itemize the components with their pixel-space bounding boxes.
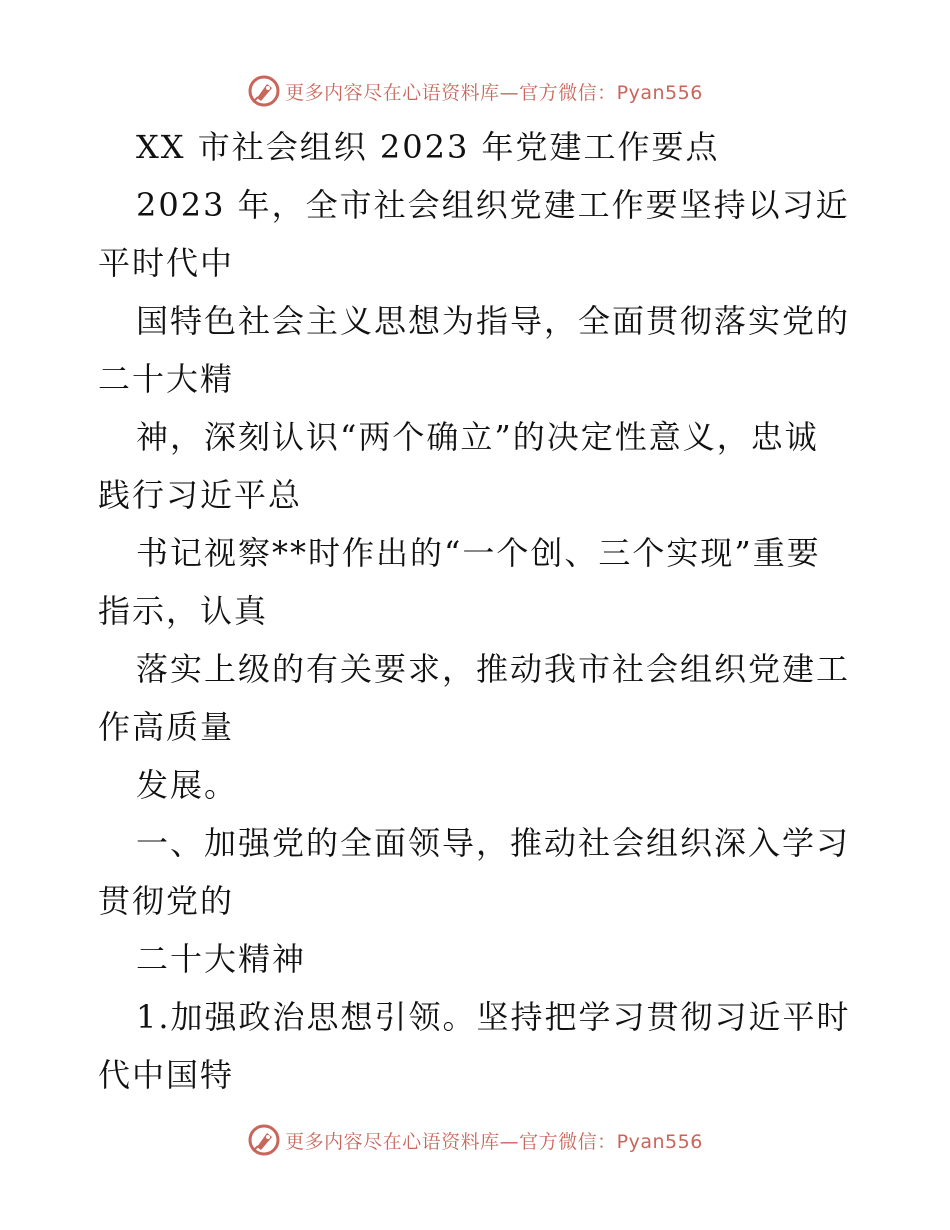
watermark-text: 更多内容尽在心语资料库—官方微信：Pyan556 — [285, 1130, 703, 1153]
paragraph-line: 2023 年，全市社会组织党建工作要坚持以习近 — [136, 186, 850, 224]
paragraph-line: 代中国特 — [98, 1056, 235, 1094]
paragraph-line: 书记视察**时作出的“一个创、三个实现”重要 — [136, 534, 821, 572]
paragraph-line: 国特色社会主义思想为指导，全面贯彻落实党的 — [136, 302, 851, 340]
section-heading-continued: 二十大精神 — [136, 940, 307, 978]
section-heading-continued: 贯彻党的 — [98, 882, 235, 920]
pen-nib-logo-icon — [247, 74, 281, 108]
paragraph-line: 践行习近平总 — [98, 476, 303, 514]
paragraph-line: 二十大精 — [98, 360, 235, 398]
header-watermark — [0, 71, 950, 111]
paragraph-line: 指示，认真 — [98, 592, 269, 630]
subsection-line: 1.加强政治思想引领。坚持把学习贯彻习近平时 — [136, 998, 851, 1036]
watermark-text: 更多内容尽在心语资料库—官方微信：Pyan556 — [285, 81, 703, 104]
footer-watermark — [0, 1120, 950, 1160]
section-heading: 一、加强党的全面领导，推动社会组织深入学习 — [136, 824, 851, 862]
paragraph-line: 作高质量 — [98, 708, 235, 746]
pen-nib-logo-icon — [247, 1123, 281, 1157]
paragraph-line: 神，深刻认识“两个确立”的决定性意义，忠诚 — [136, 418, 819, 456]
paragraph-line: 落实上级的有关要求，推动我市社会组织党建工 — [136, 650, 851, 688]
paragraph-line: 发展。 — [136, 766, 239, 804]
document-title: XX 市社会组织 2023 年党建工作要点 — [136, 128, 720, 166]
paragraph-line: 平时代中 — [98, 244, 235, 282]
